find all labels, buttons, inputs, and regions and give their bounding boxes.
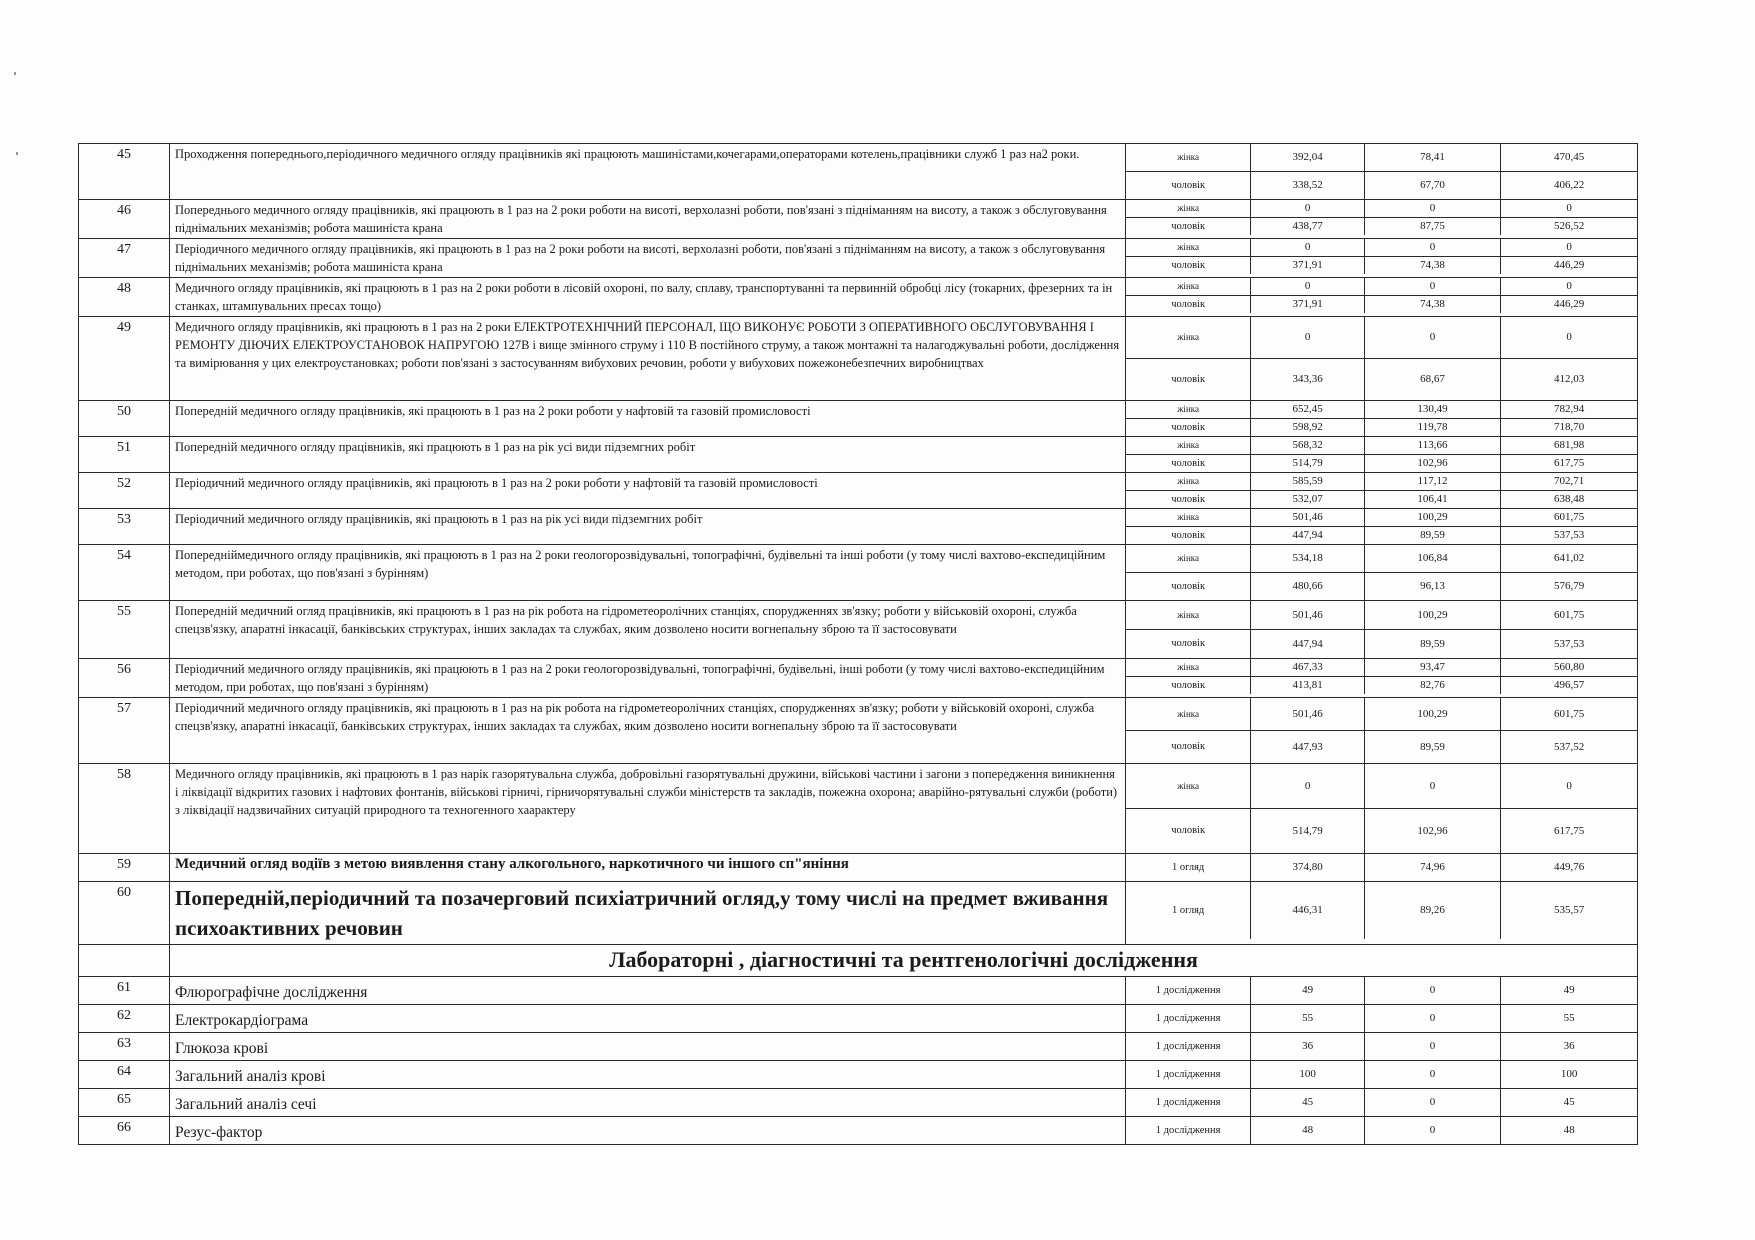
unit-label: 1 огляд (1171, 862, 1205, 873)
table-row (79, 509, 1638, 545)
price-line (1126, 257, 1637, 275)
total-price: 0 (1501, 200, 1637, 218)
total-price: 470,45 (1501, 144, 1637, 172)
service-name: Попередній медичний огляд працівників, які працюють в 1 раз на рік робота на гідрометеоролічних станціях, спорудженнях зв'язку; роботи у військовій охороні, служба спецзв'язку, апаратні інкасації, банківських структурах, інших закладах та службах, яким дозволено носити вогнепальну зброю та її застосовувати (170, 601, 1126, 659)
price-subtable (1126, 698, 1637, 763)
vat-amount: 100,29 (1364, 601, 1500, 630)
vat-amount: 89,59 (1364, 630, 1500, 659)
total-price: 412,03 (1501, 359, 1637, 401)
total-price: 446,29 (1501, 296, 1637, 314)
price-subtable (1126, 509, 1637, 544)
table-row (79, 977, 1638, 1005)
base-price: 343,36 (1251, 359, 1365, 401)
price-line (1126, 1033, 1637, 1060)
row-number: 49 (79, 317, 170, 401)
vat-amount: 68,67 (1364, 359, 1500, 401)
price-subtable (1126, 1005, 1637, 1032)
unit-label: жінка (1126, 698, 1251, 731)
vat-amount: 0 (1364, 278, 1500, 296)
unit-label: жінка (1126, 317, 1251, 359)
unit-label: жінка (1126, 401, 1251, 419)
vat-amount: 82,76 (1364, 677, 1500, 695)
unit-label: 1 дослідження (1155, 1069, 1221, 1080)
unit-label: жінка (1126, 509, 1251, 527)
price-line (1126, 659, 1637, 677)
price-subtable (1126, 659, 1637, 694)
table-row (79, 239, 1638, 278)
unit-label: чоловік (1171, 221, 1206, 232)
table-row (79, 1089, 1638, 1117)
total-price: 45 (1501, 1089, 1637, 1116)
scan-speck (16, 152, 18, 155)
table-row (79, 764, 1638, 854)
row-number: 66 (79, 1117, 170, 1145)
base-price: 447,94 (1251, 630, 1365, 659)
unit-label: жінка (1126, 200, 1251, 218)
table-row (79, 882, 1638, 945)
unit-label: 1 дослідження (1155, 1097, 1221, 1108)
unit-label: жінка (1126, 239, 1251, 257)
unit-label: 1 дослідження (1155, 1013, 1221, 1024)
vat-amount: 89,26 (1364, 882, 1500, 939)
price-line (1126, 527, 1637, 545)
price-subtable (1126, 1117, 1637, 1144)
vat-amount: 89,59 (1364, 527, 1500, 545)
base-price: 446,31 (1251, 882, 1365, 939)
price-line (1126, 278, 1637, 296)
price-subtable (1126, 977, 1637, 1004)
total-price: 617,75 (1501, 809, 1637, 854)
price-breakdown (1125, 545, 1637, 601)
price-subtable (1126, 1033, 1637, 1060)
service-name: Резус-фактор (170, 1117, 1126, 1145)
row-number: 55 (79, 601, 170, 659)
price-line (1126, 573, 1637, 601)
section-header-row (79, 945, 1638, 977)
row-number: 64 (79, 1061, 170, 1089)
total-price: 537,53 (1501, 630, 1637, 659)
price-line (1126, 1089, 1637, 1116)
price-line (1126, 144, 1637, 172)
price-breakdown (1125, 854, 1637, 882)
base-price: 652,45 (1251, 401, 1365, 419)
price-subtable (1126, 317, 1637, 400)
unit-label: жінка (1126, 473, 1251, 491)
vat-amount: 119,78 (1364, 419, 1500, 437)
base-price: 514,79 (1251, 455, 1365, 473)
row-number: 46 (79, 200, 170, 239)
table-row (79, 1061, 1638, 1089)
vat-amount: 93,47 (1364, 659, 1500, 677)
base-price: 532,07 (1251, 491, 1365, 509)
table-row (79, 1005, 1638, 1033)
vat-amount: 74,96 (1364, 854, 1500, 881)
base-price: 45 (1251, 1089, 1365, 1116)
vat-amount: 0 (1364, 1033, 1500, 1060)
base-price: 100 (1251, 1061, 1365, 1088)
price-subtable (1126, 1089, 1637, 1116)
vat-amount: 0 (1364, 1089, 1500, 1116)
service-name: Періодичний медичного огляду працівників, які працюють в 1 раз на рік робота на гідрометеоролічних станціях, спорудженнях зв'язку; роботи у військовій охороні, служба спецзв'язку, апаратні інкасації, банківських структурах, інших закладах та службах, яким дозволено носити вогнепальну зброю та її застосовувати (170, 698, 1126, 764)
base-price: 501,46 (1251, 601, 1365, 630)
price-line (1126, 419, 1637, 437)
service-name: Глюкоза крові (170, 1033, 1126, 1061)
unit-label: чоловік (1171, 180, 1206, 191)
unit-label: чоловік (1171, 422, 1206, 433)
price-line (1126, 630, 1637, 659)
price-line (1126, 545, 1637, 573)
price-line (1126, 296, 1637, 314)
row-number: 45 (79, 144, 170, 200)
vat-amount: 0 (1364, 764, 1500, 809)
base-price: 0 (1251, 239, 1365, 257)
total-price: 638,48 (1501, 491, 1637, 509)
unit-label: чоловік (1171, 299, 1206, 310)
total-price: 702,71 (1501, 473, 1637, 491)
base-price: 338,52 (1251, 172, 1365, 200)
service-name: Попередній медичного огляду працівників, які працюють в 1 раз на 2 роки роботи у нафтовій та газовій промисловості (170, 401, 1126, 437)
total-price: 0 (1501, 239, 1637, 257)
price-breakdown (1125, 473, 1637, 509)
price-breakdown (1125, 764, 1637, 854)
total-price: 0 (1501, 764, 1637, 809)
total-price: 576,79 (1501, 573, 1637, 601)
base-price: 438,77 (1251, 218, 1365, 236)
price-subtable (1126, 854, 1637, 881)
row-number: 53 (79, 509, 170, 545)
vat-amount: 102,96 (1364, 809, 1500, 854)
unit-label: чоловік (1171, 374, 1206, 385)
table-row (79, 698, 1638, 764)
price-breakdown (1125, 144, 1637, 200)
vat-amount: 0 (1364, 239, 1500, 257)
price-line (1126, 401, 1637, 419)
unit-label: 1 дослідження (1155, 1041, 1221, 1052)
vat-amount: 74,38 (1364, 296, 1500, 314)
table-row (79, 144, 1638, 200)
row-number: 56 (79, 659, 170, 698)
section-title: Лабораторні , діагностичні та рентгенологічні дослідження (170, 945, 1638, 977)
price-line (1126, 437, 1637, 455)
price-breakdown (1125, 317, 1637, 401)
vat-amount: 0 (1364, 317, 1500, 359)
base-price: 0 (1251, 317, 1365, 359)
base-price: 36 (1251, 1033, 1365, 1060)
price-line (1126, 1061, 1637, 1088)
unit-label: 1 дослідження (1155, 985, 1221, 996)
price-line (1126, 473, 1637, 491)
price-subtable (1126, 437, 1637, 472)
service-name: Загальний аналіз сечі (170, 1089, 1126, 1117)
price-subtable (1126, 601, 1637, 658)
total-price: 0 (1501, 278, 1637, 296)
base-price: 374,80 (1251, 854, 1365, 881)
vat-amount: 74,38 (1364, 257, 1500, 275)
price-line (1126, 239, 1637, 257)
vat-amount: 113,66 (1364, 437, 1500, 455)
price-breakdown (1125, 977, 1637, 1005)
total-price: 0 (1501, 317, 1637, 359)
service-name: Періодичного медичного огляду працівників, які працюють в 1 раз на 2 роки роботи на висоті, верхолазні роботи, пов'язані з підніманням на висоту, а також з обслуговування піднімальних механізмів; робота машиніста крана (170, 239, 1126, 278)
price-breakdown (1125, 1061, 1637, 1089)
total-price: 449,76 (1501, 854, 1637, 881)
price-breakdown (1125, 1005, 1637, 1033)
price-breakdown (1125, 401, 1637, 437)
total-price: 526,52 (1501, 218, 1637, 236)
row-number (79, 945, 170, 977)
unit-label: жінка (1126, 278, 1251, 296)
price-line (1126, 764, 1637, 809)
price-subtable (1126, 200, 1637, 235)
row-number: 62 (79, 1005, 170, 1033)
total-price: 100 (1501, 1061, 1637, 1088)
price-breakdown (1125, 882, 1637, 945)
row-number: 54 (79, 545, 170, 601)
unit-label: чоловік (1171, 494, 1206, 505)
price-breakdown (1125, 239, 1637, 278)
total-price: 560,80 (1501, 659, 1637, 677)
price-subtable (1126, 545, 1637, 600)
table-row (79, 1033, 1638, 1061)
vat-amount: 100,29 (1364, 698, 1500, 731)
unit-label: чоловік (1171, 825, 1206, 836)
service-name: Періодичний медичного огляду працівників, які працюють в 1 раз на 2 роки геологорозвідувальні, топографічні, будівельні, інші роботи (у тому числі вахтово-експедиційним методом, при роботах, що пов'язані з бурінням) (170, 659, 1126, 698)
base-price: 392,04 (1251, 144, 1365, 172)
table-row (79, 437, 1638, 473)
unit-label: жінка (1126, 144, 1251, 172)
unit-label: чоловік (1171, 638, 1206, 649)
table-row (79, 659, 1638, 698)
row-number: 50 (79, 401, 170, 437)
price-line (1126, 698, 1637, 731)
base-price: 49 (1251, 977, 1365, 1004)
table-row (79, 401, 1638, 437)
total-price: 496,57 (1501, 677, 1637, 695)
vat-amount: 0 (1364, 1117, 1500, 1144)
price-breakdown (1125, 659, 1637, 698)
service-name: Попередніймедичного огляду працівників, які працюють в 1 раз на 2 роки геологорозвідувальні, топографічні, будівельні та інші роботи (у тому числі вахтово-експедиційним методом, при роботах, що пов'язані з бурінням) (170, 545, 1126, 601)
price-line (1126, 882, 1637, 939)
base-price: 585,59 (1251, 473, 1365, 491)
unit-label: жінка (1126, 545, 1251, 573)
unit-label: жінка (1126, 764, 1251, 809)
vat-amount: 0 (1364, 1061, 1500, 1088)
price-breakdown (1125, 1033, 1637, 1061)
price-breakdown (1125, 601, 1637, 659)
service-name: Загальний аналіз крові (170, 1061, 1126, 1089)
unit-label: жінка (1126, 659, 1251, 677)
price-breakdown (1125, 509, 1637, 545)
price-table (78, 143, 1638, 1145)
price-line (1126, 731, 1637, 764)
base-price: 0 (1251, 278, 1365, 296)
row-number: 61 (79, 977, 170, 1005)
total-price: 718,70 (1501, 419, 1637, 437)
vat-amount: 0 (1364, 977, 1500, 1004)
scan-speck (14, 72, 16, 75)
table-row (79, 317, 1638, 401)
service-name: Попереднього медичного огляду працівників, які працюють в 1 раз на 2 роки роботи на висоті, верхолазні роботи, пов'язані з підніманням на висоту, а також з обслуговування піднімальних механізмів; робота машиніста крана (170, 200, 1126, 239)
service-name: Періодичний медичного огляду працівників, які працюють в 1 раз на рік усі види підземгних робіт (170, 509, 1126, 545)
price-subtable (1126, 278, 1637, 313)
row-number: 48 (79, 278, 170, 317)
total-price: 49 (1501, 977, 1637, 1004)
total-price: 782,94 (1501, 401, 1637, 419)
price-subtable (1126, 1061, 1637, 1088)
total-price: 617,75 (1501, 455, 1637, 473)
price-subtable (1126, 764, 1637, 853)
service-name: Попередній медичного огляду працівників, які працюють в 1 раз на рік усі види підземгних робіт (170, 437, 1126, 473)
price-breakdown (1125, 1089, 1637, 1117)
price-line (1126, 491, 1637, 509)
row-number: 65 (79, 1089, 170, 1117)
vat-amount: 117,12 (1364, 473, 1500, 491)
service-name: Флюрографічне дослідження (170, 977, 1126, 1005)
row-number: 58 (79, 764, 170, 854)
table-row (79, 278, 1638, 317)
unit-label: чоловік (1171, 260, 1206, 271)
price-line (1126, 601, 1637, 630)
vat-amount: 102,96 (1364, 455, 1500, 473)
price-line (1126, 677, 1637, 695)
price-line (1126, 455, 1637, 473)
total-price: 601,75 (1501, 698, 1637, 731)
price-breakdown (1125, 437, 1637, 473)
unit-label: 1 огляд (1171, 905, 1205, 916)
row-number: 57 (79, 698, 170, 764)
base-price: 55 (1251, 1005, 1365, 1032)
vat-amount: 106,41 (1364, 491, 1500, 509)
total-price: 601,75 (1501, 601, 1637, 630)
price-breakdown (1125, 698, 1637, 764)
base-price: 480,66 (1251, 573, 1365, 601)
vat-amount: 87,75 (1364, 218, 1500, 236)
price-subtable (1126, 882, 1637, 939)
base-price: 598,92 (1251, 419, 1365, 437)
total-price: 641,02 (1501, 545, 1637, 573)
vat-amount: 0 (1364, 1005, 1500, 1032)
price-subtable (1126, 144, 1637, 199)
vat-amount: 89,59 (1364, 731, 1500, 764)
service-name: Медичний огляд водіїв з метою виявлення стану алкогольного, наркотичного чи іншого сп"яніння (170, 854, 1126, 882)
total-price: 681,98 (1501, 437, 1637, 455)
base-price: 371,91 (1251, 257, 1365, 275)
price-breakdown (1125, 1117, 1637, 1145)
total-price: 48 (1501, 1117, 1637, 1144)
price-subtable (1126, 473, 1637, 508)
total-price: 535,57 (1501, 882, 1637, 939)
price-breakdown (1125, 200, 1637, 239)
total-price: 446,29 (1501, 257, 1637, 275)
unit-label: жінка (1126, 601, 1251, 630)
base-price: 48 (1251, 1117, 1365, 1144)
total-price: 601,75 (1501, 509, 1637, 527)
total-price: 55 (1501, 1005, 1637, 1032)
table-row (79, 854, 1638, 882)
service-name: Медичного огляду працівників, які працюють в 1 раз нарік газорятувальна служба, добровільні газорятувальні дружини, військові частини і загони з попередження виникнення і ліквідації відкритих газових і нафтових фонтанів, військові гірничі, гірничорятувальні служби міністерств та закладів, пожежна охорона; аварійно-рятувальні служби (роботи) з ліквідації надзвичайних ситуацій природного та техногенного хаарактеру (170, 764, 1126, 854)
price-line (1126, 1005, 1637, 1032)
base-price: 501,46 (1251, 698, 1365, 731)
vat-amount: 100,29 (1364, 509, 1500, 527)
vat-amount: 106,84 (1364, 545, 1500, 573)
price-line (1126, 977, 1637, 1004)
table-row (79, 601, 1638, 659)
vat-amount: 67,70 (1364, 172, 1500, 200)
total-price: 406,22 (1501, 172, 1637, 200)
price-line (1126, 854, 1637, 881)
vat-amount: 0 (1364, 200, 1500, 218)
service-name: Медичного огляду працівників, які працюють в 1 раз на 2 роки ЕЛЕКТРОТЕХНІЧНИЙ ПЕРСОНАЛ, ЩО ВИКОНУЄ РОБОТИ З ОПЕРАТИВНОГО ОБСЛУГОВУВАННЯ І РЕМОНТУ ДІЮЧИХ ЕЛЕКТРОУСТАНОВОК НАПРУГОЮ 127В і вище змінного струму і 110 В постійного струму, а також монтажні та налагоджувальні роботи, дослідження та вимірювання у цих електроустановках; роботи пов'язані з застосуванням вибухових речовин, роботи у вибухових пожежонебезпечних виробництвах (170, 317, 1126, 401)
price-subtable (1126, 239, 1637, 274)
base-price: 0 (1251, 200, 1365, 218)
base-price: 0 (1251, 764, 1365, 809)
row-number: 63 (79, 1033, 170, 1061)
price-breakdown (1125, 278, 1637, 317)
base-price: 413,81 (1251, 677, 1365, 695)
row-number: 52 (79, 473, 170, 509)
row-number: 59 (79, 854, 170, 882)
base-price: 371,91 (1251, 296, 1365, 314)
unit-label: 1 дослідження (1155, 1125, 1221, 1136)
vat-amount: 96,13 (1364, 573, 1500, 601)
service-name: Проходження попереднього,періодичного медичного огляду працівників які працюють машиністами,кочегарами,операторами котелень,працівники служб 1 раз на2 роки. (170, 144, 1126, 200)
base-price: 447,93 (1251, 731, 1365, 764)
base-price: 568,32 (1251, 437, 1365, 455)
total-price: 36 (1501, 1033, 1637, 1060)
table-row (79, 200, 1638, 239)
price-line (1126, 359, 1637, 401)
price-line (1126, 218, 1637, 236)
price-line (1126, 200, 1637, 218)
table-row (79, 545, 1638, 601)
unit-label: чоловік (1171, 458, 1206, 469)
unit-label: жінка (1126, 437, 1251, 455)
row-number: 60 (79, 882, 170, 945)
price-subtable (1126, 401, 1637, 436)
service-name: Медичного огляду працівників, які працюють в 1 раз на 2 роки роботи в лісовій охороні, по валу, сплаву, транспортуванні та первинній обробці лісу (токарних, фрезерних та ін станках, штампувальних пресах тощо) (170, 278, 1126, 317)
service-name: Періодичний медичного огляду працівників, які працюють в 1 раз на 2 роки роботи у нафтовій та газовій промисловості (170, 473, 1126, 509)
unit-label: чоловік (1171, 741, 1206, 752)
row-number: 47 (79, 239, 170, 278)
price-line (1126, 809, 1637, 854)
row-number: 51 (79, 437, 170, 473)
unit-label: чоловік (1171, 581, 1206, 592)
base-price: 514,79 (1251, 809, 1365, 854)
base-price: 534,18 (1251, 545, 1365, 573)
base-price: 467,33 (1251, 659, 1365, 677)
price-line (1126, 172, 1637, 200)
price-line (1126, 1117, 1637, 1144)
vat-amount: 78,41 (1364, 144, 1500, 172)
total-price: 537,52 (1501, 731, 1637, 764)
service-name: Електрокардіограма (170, 1005, 1126, 1033)
unit-label: чоловік (1171, 530, 1206, 541)
table-row (79, 1117, 1638, 1145)
vat-amount: 130,49 (1364, 401, 1500, 419)
unit-label: чоловік (1171, 680, 1206, 691)
service-name: Попередній,періодичний та позачерговий психіатричний огляд,у тому числі на предмет вживання психоактивних речовин (170, 882, 1126, 945)
table-row (79, 473, 1638, 509)
base-price: 447,94 (1251, 527, 1365, 545)
price-line (1126, 509, 1637, 527)
total-price: 537,53 (1501, 527, 1637, 545)
price-line (1126, 317, 1637, 359)
base-price: 501,46 (1251, 509, 1365, 527)
